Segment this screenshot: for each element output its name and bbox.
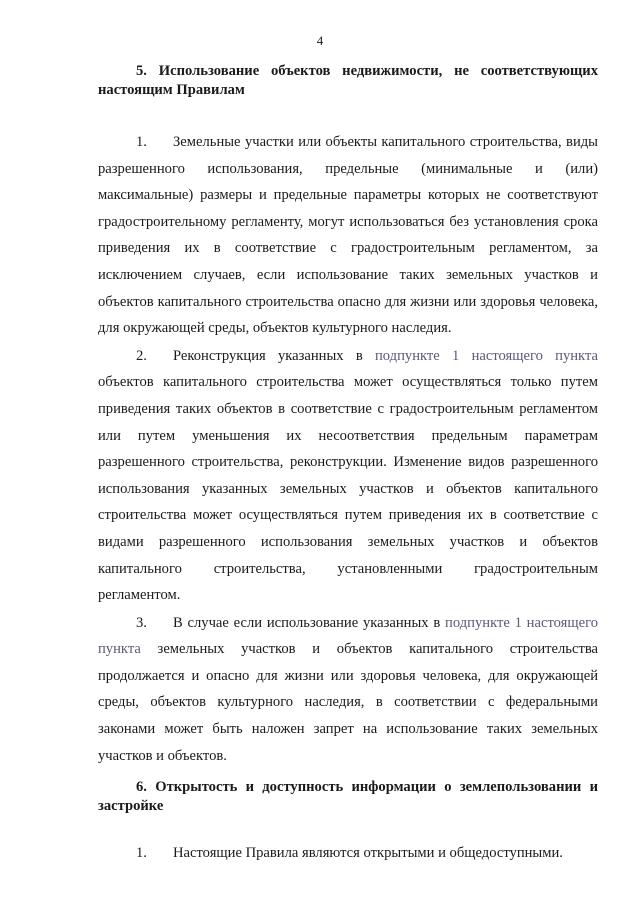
item-number: 3. bbox=[136, 614, 147, 631]
item-number: 1. bbox=[136, 845, 147, 862]
subpoint-reference-link[interactable]: подпункте 1 настоящего пункта bbox=[98, 614, 598, 658]
item-number: 2. bbox=[136, 347, 147, 364]
section-6-title: Открытость и доступность информации о землепользовании и застройке bbox=[98, 779, 598, 815]
item-text: Настоящие Правила являются открытыми и общедоступными. bbox=[173, 845, 563, 862]
section-6-number: 6. bbox=[136, 779, 147, 796]
item-number: 1. bbox=[136, 134, 147, 150]
section-5-heading bbox=[98, 62, 598, 100]
item-text: Земельные участки или объекты капитального строительства, виды разрешенного использования, предельные (минимальные и (или) максимальные) размеры и предельные параметры которых не соответствуют градостроительному регламенту, могут использоваться без установления срока приведения их в соответствие с градостроительным регламентом, за исключением случаев, если использование таких земельных участков и объектов капитального строительства опасно для жизни или здоровья человека, для окружающей среды, объектов культурного наследия. bbox=[98, 134, 598, 337]
section-5-item-2 bbox=[98, 343, 598, 609]
subpoint-reference-link[interactable]: подпункте 1 настоящего пункта bbox=[374, 347, 598, 364]
document-body bbox=[98, 62, 598, 867]
section-5-item-3 bbox=[98, 610, 598, 770]
section-6-item-1 bbox=[98, 840, 598, 867]
item-text-after: земельных участков и объектов капитального строительства продолжается и опасно для жизни или здоровья человека, для окружающей среды, объектов культурного наследия, в соответствии с федеральными законами может быть наложен запрет на использование таких земельных участков и объектов. bbox=[98, 641, 598, 764]
item-text-before: В случае если использование указанных в bbox=[173, 614, 446, 631]
section-5-title: Использование объектов недвижимости, не соответствующих настоящим Правилам bbox=[98, 63, 598, 98]
item-text-after: объектов капитального строительства может осуществляться только путем приведения таких объектов в соответствие с градостроительным регламентом или путем уменьшения их несоответствия предельным параметрам разрешенного строительства, реконструкции. Изменение видов разрешенного использования указанных земельных участков и объектов капитального строительства может осуществляться путем приведения их в соответствие с видами разрешенного использования земельных участков и объектов капитального строительства, установленными градостроительным регламентом. bbox=[98, 374, 598, 604]
section-5-number: 5. bbox=[136, 63, 147, 79]
section-5-item-1 bbox=[98, 129, 598, 342]
section-6-heading bbox=[98, 778, 598, 816]
page-number: 4 bbox=[316, 33, 324, 48]
item-text-before: Реконструкция указанных в bbox=[173, 347, 375, 364]
